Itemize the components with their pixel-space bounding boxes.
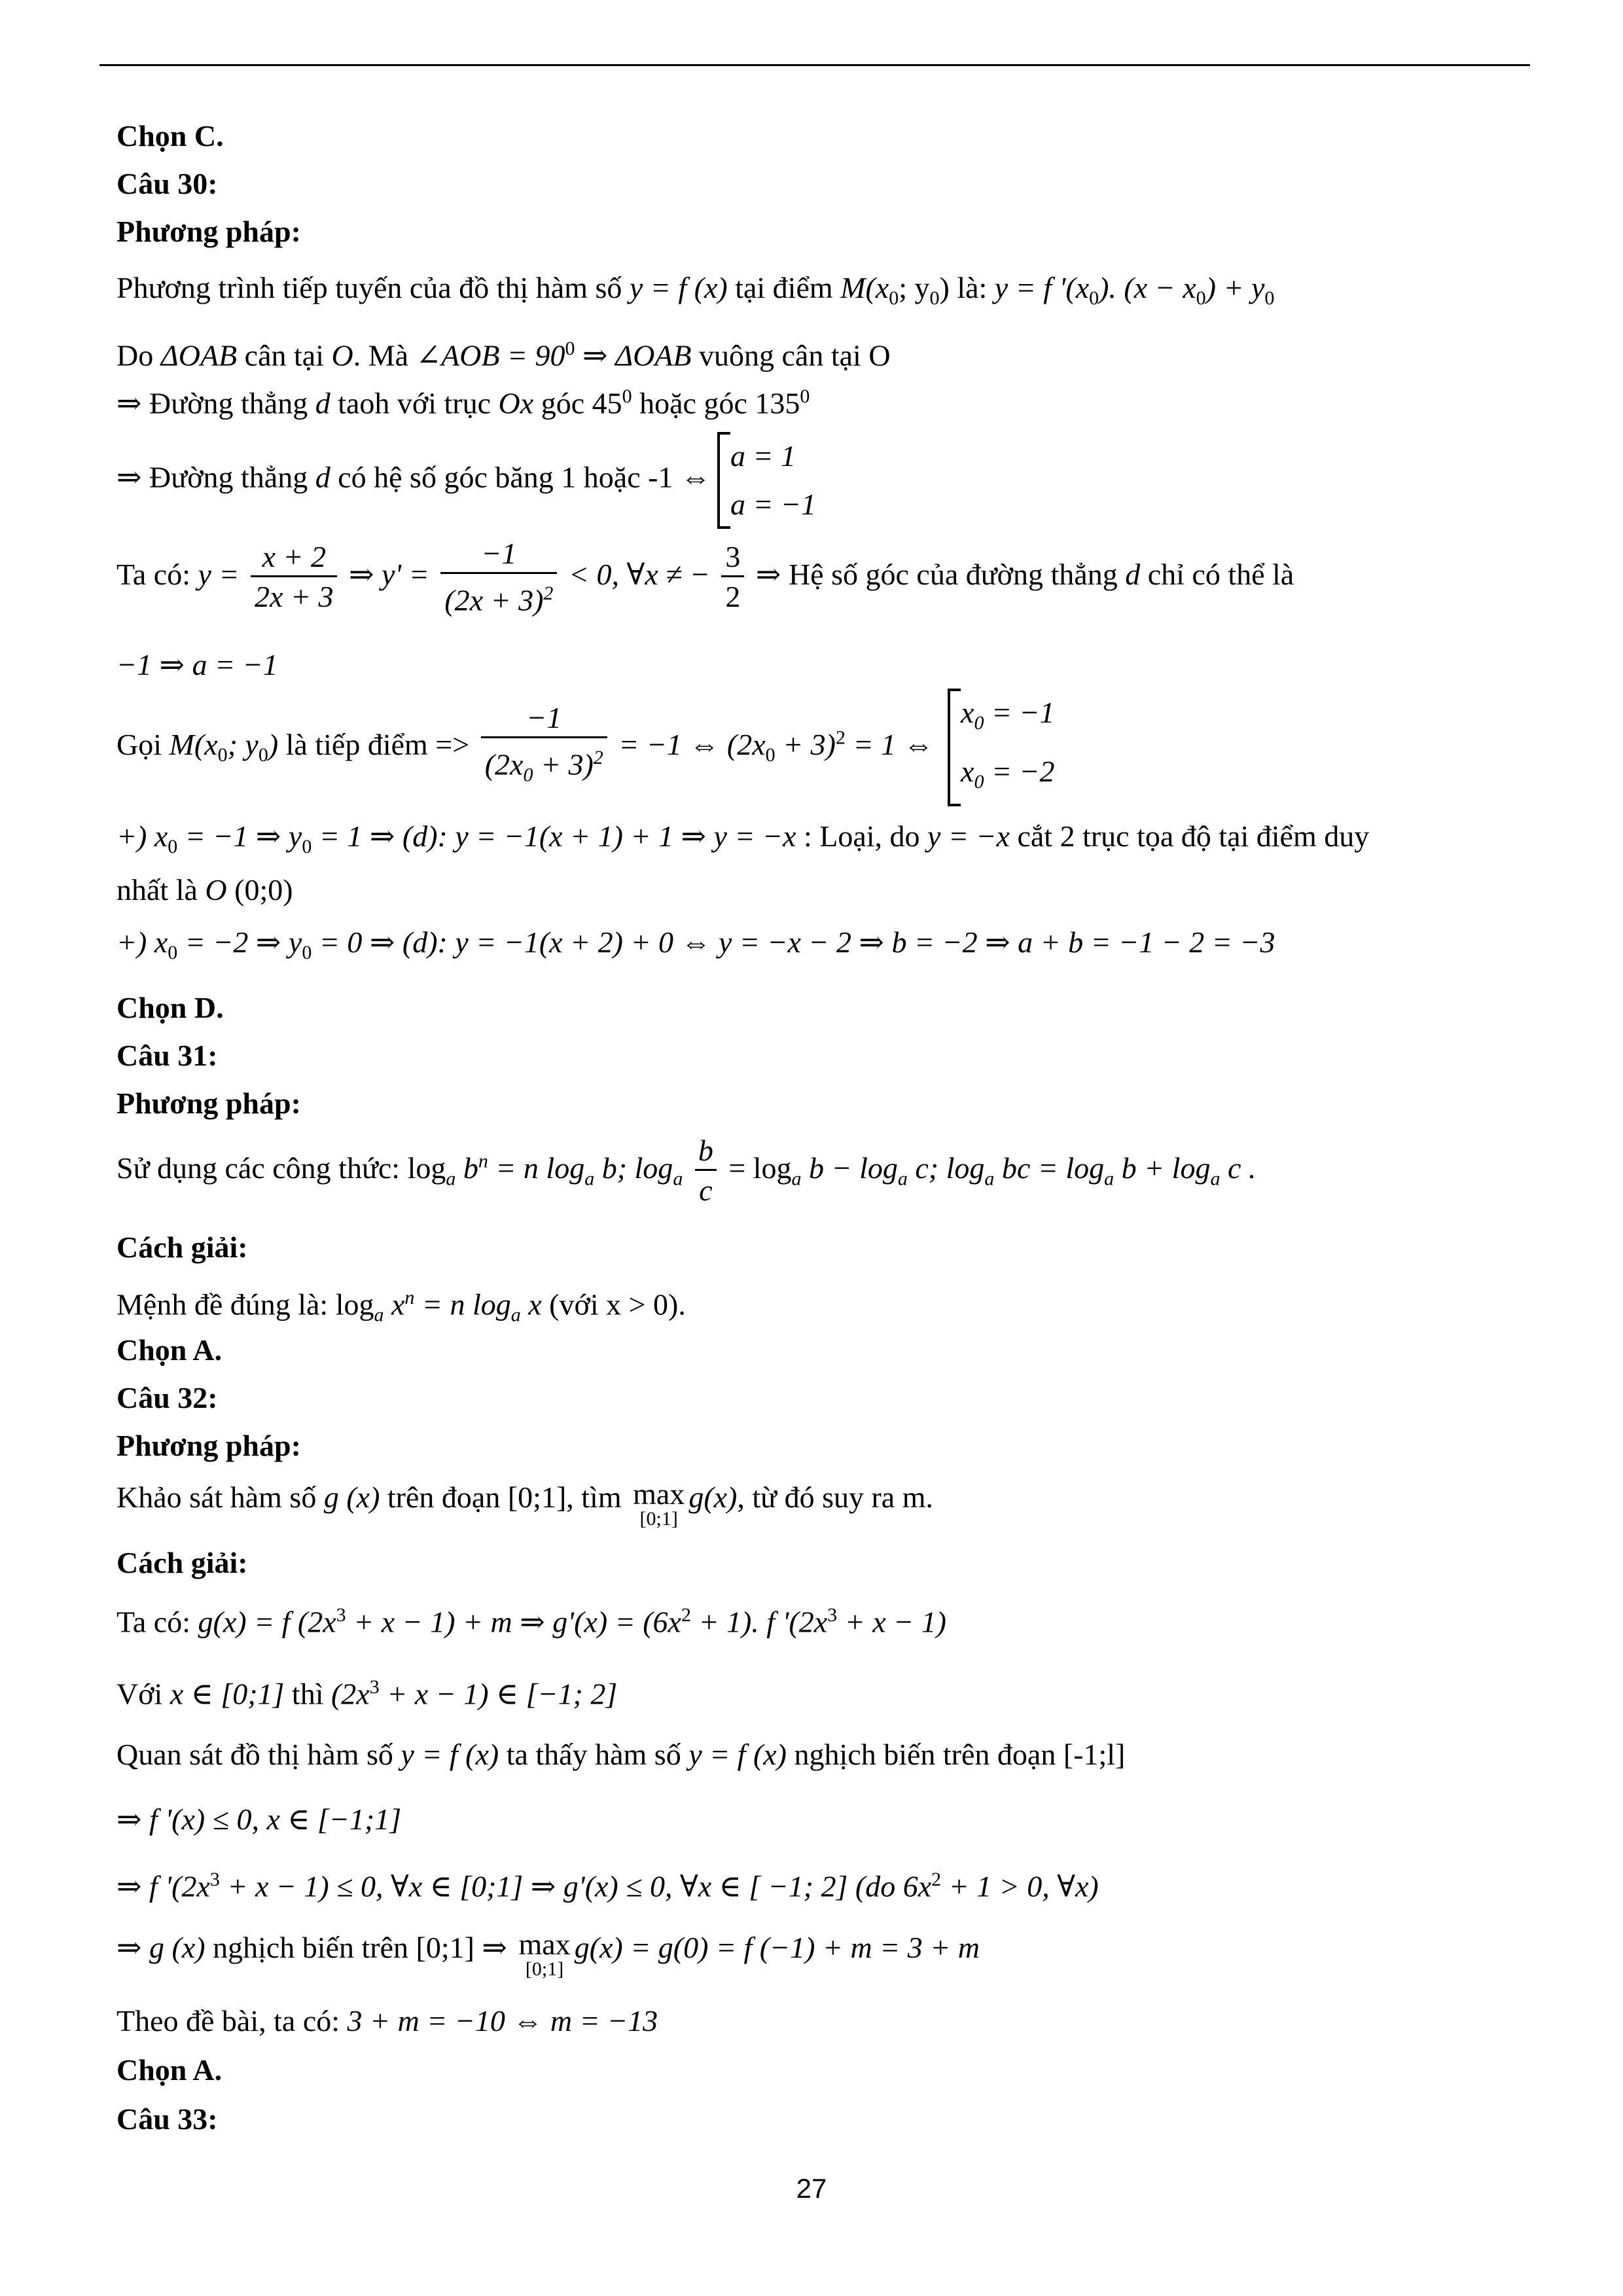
- question-33-heading: Câu 33:: [116, 2102, 218, 2136]
- domain-line: Với x ∈ [0;1] thì $(2x^3 + x - 1)$ ∈ [−1; 2]: [116, 1676, 618, 1711]
- slope-result: −1 ⇒ a = −1: [116, 648, 278, 681]
- slope-line: ⇒ Đường thẳng d có hệ số góc băng 1 hoặc -1 ⇔ a = 1 a = −1: [116, 432, 816, 529]
- max-result-line: ⇒ g (x) nghịch biến trên [0;1] ⇒ max [0;1] g(x) = g(0) = f (−1) + m = 3 + m: [116, 1928, 980, 1980]
- answer-d: Chọn D.: [116, 991, 224, 1024]
- max-operator: max [0;1]: [633, 1477, 685, 1530]
- final-equation-line: Theo đề bài, ta có: 3 + m = −10 ⇔ m = −13: [116, 2004, 658, 2037]
- answer-c: Chọn C.: [116, 119, 224, 152]
- solution-heading-32: Cách giải:: [116, 1546, 248, 1579]
- g-derivative-line: Ta có: g(x) = f $(2x^3 + x - 1) + m$ ⇒ $g'(x) = (6x^2 + 1)$. f '$(2x^3 + x - 1)$: [116, 1604, 946, 1639]
- answer-a-32: Chọn A.: [116, 2053, 223, 2087]
- fraction-three-halves: $\frac{3}{2}$: [721, 539, 744, 617]
- fraction-derivative: $\frac{-1}{(2x + 3)^2}$: [440, 535, 557, 620]
- case-1-continued: nhất là O (0;0): [116, 873, 293, 906]
- question-31-heading: Câu 31:: [116, 1039, 218, 1072]
- slope-system: a = 1 a = −1: [717, 432, 816, 529]
- case-2-line: +) $x_0 = -2$ ⇒ $y_0 = 0$ ⇒ (d): y = −1(x + 2) + 0 ⇔ y = −x − 2 ⇒ b = −2 ⇒ a + b = −1 − 2 = −3: [116, 925, 1275, 964]
- method-heading: Phương pháp:: [116, 215, 301, 248]
- x0-system: $x_0 = -1$ $x_0 = -2$: [948, 689, 1055, 806]
- f-prime-sign-line: ⇒ f '(x) ≤ 0, x ∈ [−1;1]: [116, 1803, 402, 1836]
- observe-graph-line: Quan sát đồ thị hàm số y = f (x) ta thấy hàm số y = f (x) nghịch biến trên đoạn [-1;l]: [116, 1738, 1126, 1771]
- header-rule: [99, 64, 1530, 66]
- tangent-formula-line: Phương trình tiếp tuyến của đồ thị hàm số y = f (x) tại điểm $M(x_0$; $y_0$) là: y = f '$(x_0)$. $(x - x_0) + y_0$: [116, 271, 1275, 310]
- log-formulas-line: Sử dụng các công thức: $\log_a b^n = n$ $\log_a b$; $\log_a$ $\frac{b}{c}$ = $\log_a b - \log_a c$; $\log_a$ bc = $\log_a b + \log_a c$ .: [116, 1132, 1256, 1210]
- answer-a-31: Chọn A.: [116, 1333, 223, 1367]
- solution-heading-31: Cách giải:: [116, 1230, 248, 1264]
- correct-statement-line: Mệnh đề đúng là: $\log_a x^n = n$ $\log_a x$ (với x > 0).: [116, 1287, 686, 1326]
- fraction-y: $\frac{x + 2}{2x + 3}$: [251, 539, 337, 617]
- question-32-heading: Câu 32:: [116, 1381, 218, 1414]
- page-number: 27: [796, 2173, 827, 2204]
- derivative-line: Ta có: y = $\frac{x + 2}{2x + 3}$ ⇒ y' = $\frac{-1}{(2x + 3)^2}$ < 0, ∀x ≠ − $\frac{3}{2}$ ⇒ Hệ số góc của đường thẳng d chỉ có thể là: [116, 535, 1294, 620]
- max-operator-2: max [0;1]: [518, 1928, 571, 1980]
- angle-line: ⇒ Đường thẳng d taoh với trục Ox góc $45^0$ hoặc góc $135^0$: [116, 386, 810, 420]
- method-heading-31: Phương pháp:: [116, 1086, 301, 1120]
- case-1-line: +) $x_0 = -1$ ⇒ $y_0 = 1$ ⇒ (d): y = −1(x + 1) + 1 ⇒ y = −x : Loại, do y = −x cắt 2 trục tọa độ tại điểm duy: [116, 819, 1370, 858]
- tangent-point-line: Gọi $M(x_0$; $y_0$) là tiếp điểm => $\frac{-1}{(2x_0 + 3)^2}$ = −1 ⇔ $(2x_0 + 3)^2 = 1$ ⇔ $x_0 = -1$ $x_0 = -2$: [116, 689, 1055, 806]
- fraction-tangent: $\frac{-1}{(2x_0 + 3)^2}$: [481, 700, 607, 795]
- question-30-heading: Câu 30:: [116, 167, 218, 200]
- g-prime-sign-line: ⇒ f '$(2x^3 + x - 1) \le 0$, ∀x ∈ [0;1] ⇒ g'(x) ≤ 0, ∀x ∈ [ −1; 2] (do $6x^2 + 1 > 0$, ∀x): [116, 1869, 1099, 1903]
- fraction-b-over-c: $\frac{b}{c}$: [694, 1132, 717, 1210]
- triangle-line: Do ΔOAB cân tại O. Mà ∠AOB = $90^0$ ⇒ ΔOAB vuông cân tại O: [116, 338, 891, 372]
- survey-line: Khảo sát hàm số g (x) trên đoạn [0;1], tìm max [0;1] g(x), từ đó suy ra m.: [116, 1477, 934, 1530]
- method-heading-32: Phương pháp:: [116, 1429, 301, 1462]
